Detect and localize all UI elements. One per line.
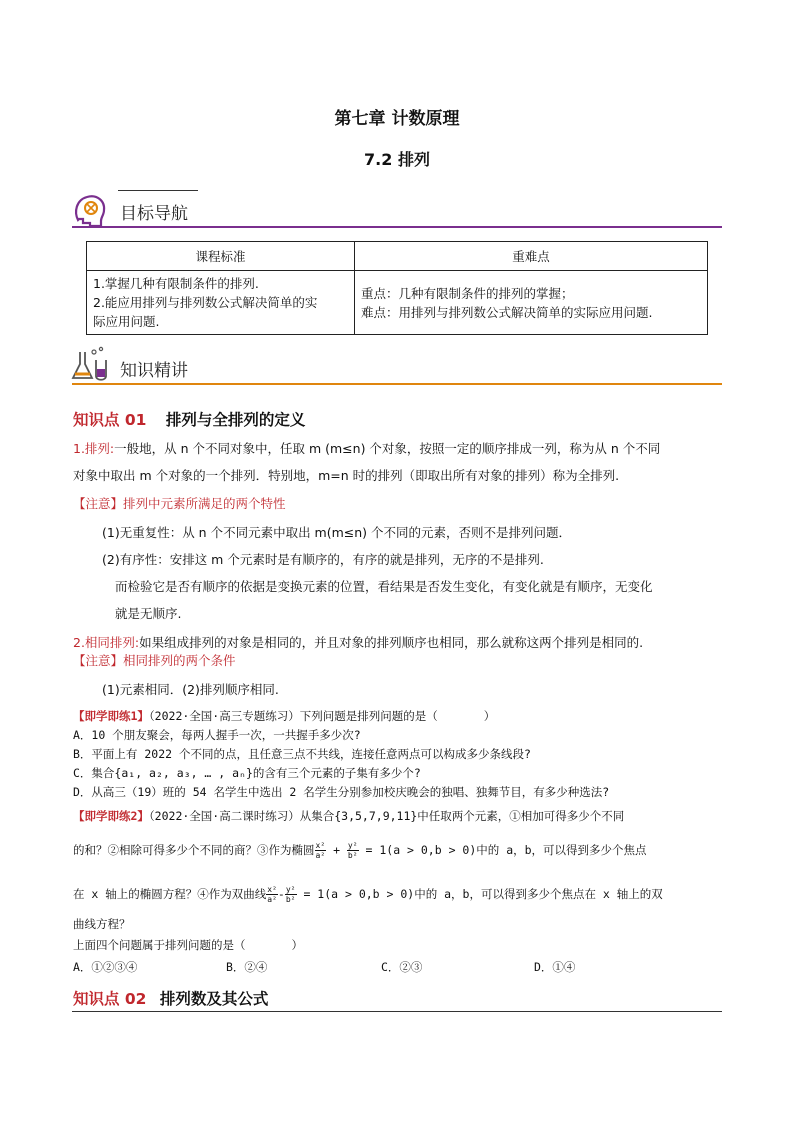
note-tag: 【注意】 [73, 496, 124, 511]
property-item: (1)无重复性：从 n 个不同元素中取出 m(m≤n) 个不同的元素，否则不是排列问题． [102, 525, 572, 540]
key-point-line: 重点：几种有限制条件的排列的掌握； [361, 285, 574, 301]
table-header-standard: 课程标准 [87, 242, 355, 271]
knowledge-point-01-heading [73, 408, 305, 430]
exercise-2-line: 的和？②相除可得多少个不同的商？③作为椭圆 $\frac{\text{x²}}{\text{a²}}$ + $\frac{\text{y²}}{\text{b²}}$ = 1(a > 0,b > 0)中的 a，b，可以得到多少个焦点 [73, 841, 647, 860]
section-title: 7.2 排列 [364, 150, 430, 169]
exercise-1-stem [73, 706, 495, 726]
knowledge-label: 知识精讲 [120, 361, 188, 381]
exercise-text: = 1(a > 0,b > 0)中的 a，b，可以得到多少个焦点在 x 轴上的双 [303, 887, 663, 901]
property-item-continued: 而检验它是否有顺序的依据是变换元素的位置，看结果是否发生变化，有变化就是有顺序，无变化 [115, 579, 653, 594]
exercise-2-question: 上面四个问题属于排列问题的是（ ） [73, 938, 303, 952]
option-c: C．②③ [381, 960, 423, 974]
knowledge-point-number: 知识点 02 [73, 990, 147, 1008]
chapter-title: 第七章 计数原理 [334, 109, 460, 129]
same-permutation-paragraph [73, 633, 733, 653]
table-cell-standard [87, 271, 355, 335]
definition-paragraph [73, 439, 723, 459]
heading-underline [72, 1011, 722, 1012]
note-text: 相同排列的两个条件 [123, 653, 236, 668]
knowledge-point-title: 排列数及其公式 [159, 990, 269, 1008]
standard-line: 1.掌握几种有限制条件的排列. [93, 276, 259, 291]
paragraph-text: 如果组成排列的对象是相同的，并且对象的排列顺序也相同，那么就称这两个排列是相同的. [139, 635, 644, 650]
option-b: B．②④ [226, 960, 268, 974]
property-item: (2)有序性：安排这 m 个元素时是有顺序的，有序的就是排列，无序的不是排列. [102, 552, 544, 567]
term-label: 1.排列: [73, 441, 115, 456]
hyperbola-fraction-x: $\frac{\text{x²}}{\text{a²}}$ [267, 885, 277, 904]
knowledge-point-title: 排列与全排列的定义 [165, 411, 306, 429]
section-divider [72, 226, 722, 228]
exercise-2-line: 曲线方程？ [73, 917, 131, 931]
brain-head-icon [70, 190, 110, 230]
term-label: 2.相同排列: [73, 635, 140, 650]
option-d: D．①④ [534, 960, 576, 974]
paragraph-text: 对象中取出 m 个对象的一个排列．特别地，m=n 时的排列（即取出所有对象的排列）称为全排列. [73, 468, 620, 483]
key-point-line: 难点：用排列与排列数公式解决简单的实际应用问题. [361, 304, 653, 320]
exercise-stem-text: （2022·全国·高三专题练习）下列问题是排列问题的是（ ） [148, 709, 496, 723]
exercise-2-line: 在 x 轴上的椭圆方程？④作为双曲线 $\frac{\text{x²}}{\text{a²}}$ - $\frac{\text{y²}}{\text{b²}}$ = 1(a > 0,b > 0)中的 a，b，可以得到多少个焦点在 x 轴上的双 [73, 885, 663, 904]
standard-line: 际应用问题. [93, 314, 160, 329]
note-tag: 【注意】 [73, 653, 124, 668]
option-a: A．①②③④ [73, 960, 138, 974]
option-c: C．集合{a₁, a₂, a₃, … , aₙ}的含有三个元素的子集有多少个? [73, 766, 421, 780]
table-cell-key-points [355, 271, 708, 335]
section-divider [72, 383, 722, 385]
exercise-2-stem [73, 806, 624, 826]
knowledge-point-02-heading [73, 987, 268, 1009]
exercise-tag: 【即学即练1】 [73, 709, 149, 723]
ellipse-fraction-y: $\frac{\text{y²}}{\text{b²}}$ [347, 841, 358, 860]
note-line [73, 651, 236, 671]
option-a: A．10 个朋友聚会，每两人握手一次，一共握手多少次? [73, 728, 361, 742]
note-line [73, 494, 286, 514]
ellipse-fraction-x: $\frac{\text{x²}}{\text{a²}}$ [315, 841, 326, 860]
condition-items: (1)元素相同．(2)排列顺序相同. [102, 682, 279, 697]
table-header-key-points: 重难点 [355, 242, 708, 271]
exercise-text: 在 x 轴上的椭圆方程？④作为双曲线 [73, 887, 267, 901]
note-text: 排列中元素所满足的两个特性 [123, 496, 286, 511]
property-item-continued: 就是无顺序. [115, 606, 182, 621]
hyperbola-fraction-y: $\frac{\text{y²}}{\text{b²}}$ [285, 885, 296, 904]
flask-icon [70, 344, 110, 384]
option-b: B．平面上有 2022 个不同的点，且任意三点不共线，连接任意两点可以构成多少条线段? [73, 747, 531, 761]
goals-table [86, 241, 708, 335]
option-d: D．从高三（19）班的 54 名学生中选出 2 名学生分别参加校庆晚会的独唱、独舞节目，有多少种选法? [73, 785, 610, 799]
label-underline [118, 190, 198, 191]
exercise-stem-text: （2022·全国·高二课时练习）从集合{3,5,7,9,11}中任取两个元素，①相加可得多少个不同 [148, 809, 625, 823]
exercise-text: 的和？②相除可得多少个不同的商？③作为椭圆 [73, 843, 315, 857]
standard-line: 2.能应用排列与排列数公式解决简单的实 [93, 295, 318, 310]
paragraph-text: 一般地，从 n 个不同对象中，任取 m (m≤n) 个对象，按照一定的顺序排成一列，称为从 n 个不同 [114, 441, 661, 456]
goals-label: 目标导航 [120, 204, 188, 224]
knowledge-point-number: 知识点 01 [73, 411, 147, 429]
exercise-tag: 【即学即练2】 [73, 809, 149, 823]
exercise-text: = 1(a > 0,b > 0)中的 a，b，可以得到多少个焦点 [365, 843, 647, 857]
